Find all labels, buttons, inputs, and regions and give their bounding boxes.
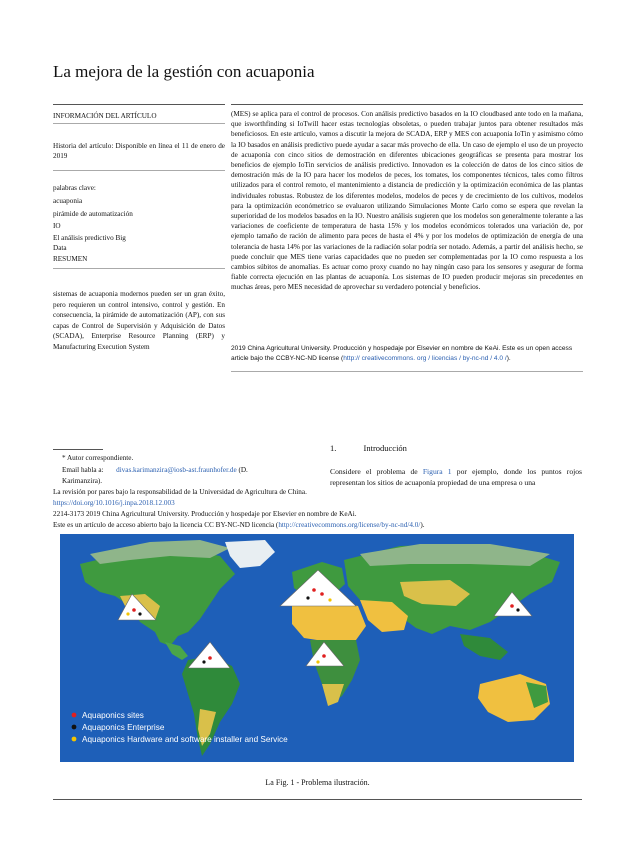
intro-number: 1. <box>330 443 337 453</box>
header-rule-right <box>231 104 583 105</box>
open-access-text: Este es un artículo de acceso abierto bajo la licencia CC BY-NC-ND licencia ( <box>53 521 279 529</box>
bottom-rule <box>53 799 582 800</box>
page-title: La mejora de la gestión con acuaponia <box>53 62 315 81</box>
license-statement <box>231 344 583 364</box>
site-marker-black <box>516 608 519 611</box>
intro-title: Introducción <box>363 443 407 453</box>
keyword-item: Data <box>53 244 67 252</box>
keyword-item: acuaponia <box>53 197 83 205</box>
header-rule <box>53 104 225 105</box>
article-info-rule <box>53 123 225 124</box>
resumen-rule <box>53 268 225 269</box>
site-marker-black <box>306 596 309 599</box>
email-link[interactable]: divas.karimanzira@iosb-ast.fraunhofer.de <box>116 466 237 474</box>
footnote-rule <box>53 449 103 450</box>
email-label: Email habla a: <box>62 466 104 474</box>
legend-dot-sites <box>72 713 77 718</box>
site-marker-red <box>322 654 326 658</box>
open-access-line <box>53 520 425 530</box>
site-marker-red <box>208 656 212 660</box>
intro-heading <box>330 443 407 453</box>
history-rule <box>53 170 225 171</box>
figure-1-map <box>60 534 574 762</box>
license-text: 2019 China Agricultural University. Producción y hospedaje por Elsevier en nombre de KeAi. Este es un open access article bajo the CCBY-NC-ND license ( <box>231 345 573 362</box>
peer-review-note: La revisión por pares bajo la responsabilidad de la Universidad de Agricultura de China. <box>53 488 307 496</box>
site-marker-yellow <box>316 660 319 663</box>
article-info-heading: INFORMACIÓN DEL ARTÍCULO <box>53 112 157 120</box>
abstract-bottom-rule <box>231 371 583 372</box>
abstract-body: (MES) se aplica para el control de procesos. Con análisis predictivo basados en la IO cloudbased ante todo en la mañana, que isworthfinding si IoTwill hacer estas tecnologías obsoletas, o pueden trabajar juntos para obtener resultados más beneficiosos. En este artículo, vamos a discutir la mejora de SCADA, ERP y MES con acuaponia IoTin y asimismo cómo la IO basados en análisis predictivo puede ayudar a sacar más provecho de ella. Un caso de ejemplo el uso de un proyecto de acuaponía con cinco sitios de demostración en diferentes ubicaciones geográficas se presenta para mostrar los beneficios de ejemplo IoTin servicios de análisis predictivo. Innovadon es la colección de datos de los cinco sitios de demostración más de la IO para hacer los modelos de peces, los tomates, los componentes técnicos, tales como filtros utilizados para el control remoto, el mantenimiento a distancia de predicción y la optimización económica de las plantas individuales robustas. Robustez de los diferentes modelos, modelos de peces y de crecimiento de los cultivos, modelos para la optimización económetrico se evaluaron utilizando Simulaciones Monte Carlo como se espera que revelan la superioridad de los modelos basados en la IO. Nuestro análisis sugieren que los modelos son generalmente tolerante a las variaciones de coeficiente de temperatura de hasta 15% y los modelos económicos tolerados una variación de, por ejemplo tamaño de ración de alimento para peces de hasta el 4% y por los modelos de optimización de energía de una tolerancia de hasta 14% por las variaciones de la radiación solar podría ser notado. Además, a partir del análisis hecho, se puede concluir que MES tiene varias capacidades que no pueden ser complementadas por la IO como respuesta a los cambios súbitos de anomalías. Es actuar como proxy cuando no hay ningún caso para los sensores y asegurar de forma fiable correcta ejecución en las plantas de acuaponía. Los sistemas de IO pueden producir mejoras sin precedentes en muchas áreas, pero MES necesidad de aprovechar su verdadero potencial y beneficios. <box>231 110 583 292</box>
world-map-svg <box>60 534 574 762</box>
article-history: Historia del artículo: Disponible en línea el 11 de enero de 2019 <box>53 142 225 160</box>
intro-text-before: Considere el problema de <box>330 467 418 476</box>
site-marker-red <box>132 608 136 612</box>
keyword-item: pirámide de automatización <box>53 210 133 218</box>
license-link[interactable]: http:// creativecommons. org / licencias / by-nc-nd / 4.0 / <box>343 355 507 362</box>
site-marker-red <box>312 588 316 592</box>
legend-dot-enterprise <box>72 725 77 730</box>
intro-text-after: por ejemplo, donde los puntos rojos representan los sitios de acuaponía propiedad de una empresa o una <box>330 467 582 487</box>
site-marker-black <box>138 612 141 615</box>
open-access-close: ). <box>420 521 425 529</box>
keyword-item: IO <box>53 222 61 230</box>
site-marker-yellow <box>126 612 129 615</box>
legend-sites: Aquaponics sites <box>82 711 144 720</box>
footnote-name: Karimanzira). <box>62 477 103 485</box>
left-abstract: sistemas de acuaponia modernos pueden ser un gran éxito, pero requieren un control intensivo, control y gestión. En consecuencia, la pirámide de automatización (AP), con sus capas de Control de Supervisión y Adquisición de Datos (SCADA), Enterprise Resource Planning (ERP) y Manufacturing Execution System <box>53 290 225 351</box>
site-marker-red <box>510 604 514 608</box>
figure-caption: La Fig. 1 - Problema ilustración. <box>265 778 370 787</box>
legend-enterprise: Aquaponics Enterprise <box>82 723 165 732</box>
doi-link[interactable]: https://doi.org/10.1016/j.inpa.2018.12.003 <box>53 499 175 507</box>
open-access-link[interactable]: http://creativecommons.org/license/by-nc-nd/4.0/ <box>278 521 421 529</box>
footnote-corresponding: * Autor correspondiente. <box>62 454 134 462</box>
figure-1-link[interactable]: Figura 1 <box>422 467 452 476</box>
keyword-item: El análisis predictivo Big <box>53 234 126 242</box>
site-marker-yellow <box>328 598 331 601</box>
license-close: ). <box>506 355 511 362</box>
site-marker-black <box>202 660 205 663</box>
legend-dot-installer <box>72 737 77 742</box>
intro-text <box>330 467 582 488</box>
resumen-label: RESUMEN <box>53 255 88 263</box>
footnote-email-line <box>62 465 307 475</box>
keywords-label: palabras clave: <box>53 184 96 192</box>
copyright-line: 2214-3173 2019 China Agricultural University. Producción y hospedaje por Elsevier en nombre de KeAi. <box>53 510 357 518</box>
legend-installer: Aquaponics Hardware and software installer and Service <box>82 735 288 744</box>
site-marker-red <box>320 592 324 596</box>
email-suffix: (D. <box>238 466 248 474</box>
